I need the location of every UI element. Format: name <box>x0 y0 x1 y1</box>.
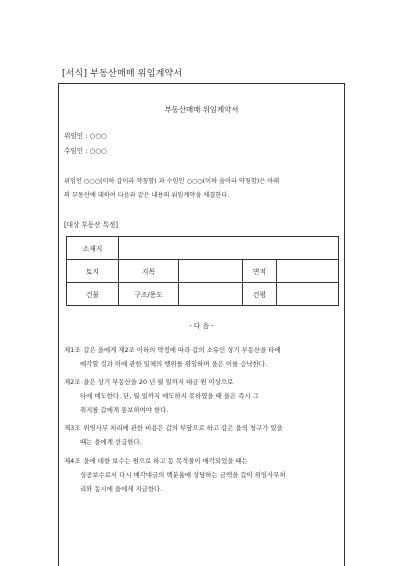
article-text: 매각할 것과 이에 관한 일체의 행위를 위임하며 을은 이를 승낙한다. <box>80 360 267 368</box>
article-text: 리와 동시에 을에게 지급한다. <box>80 485 163 493</box>
property-section-label: [대상 부동산 특정] <box>64 221 118 229</box>
article-text: 위임사무 처리에 관한 비용은 갑의 부담으로 하고 갑은 을의 청구가 있을 <box>83 424 283 432</box>
table-row <box>67 237 339 260</box>
article-number: 제1조 <box>64 346 81 354</box>
article-text: 때는 을에게 선급한다. <box>80 438 142 446</box>
building-floor-area-value <box>277 283 339 306</box>
table-row <box>67 260 339 283</box>
building-structure-label: 구조/용도 <box>119 283 179 306</box>
article-text: 취지를 갑에게 통보하여야 한다. <box>80 406 169 414</box>
intro-line-1: 위임인 ○○○(이하 갑이라 약칭함) 과 수임인 ○○○(이하 을이라 약칭함)은 아래 <box>64 178 280 185</box>
article-number: 제2조 <box>64 378 81 386</box>
article-text: 타에 매도한다. 단, 월 일까지 매도하지 못하였을 때 을은 즉시 그 <box>80 392 259 400</box>
article-text: 을에 대한 보수는 원으로 하고 동 목적물이 매각되었을 때는 <box>83 457 248 465</box>
location-value <box>119 237 339 260</box>
land-category-label: 지목 <box>119 260 179 283</box>
building-floor-area-label: 건평 <box>243 283 277 306</box>
land-area-label: 면적 <box>243 260 277 283</box>
article-number: 제3조 <box>64 424 81 432</box>
document-title: 부동산매매 위임계약서 <box>164 105 239 114</box>
contract-frame <box>58 83 345 566</box>
intro-line-2: 의 부동산에 대하여 다음과 같은 내용의 위임계약을 체결한다. <box>64 192 230 199</box>
article-number: 제4조 <box>64 457 81 465</box>
form-label: [서식] 부동산매매 위임계약서 <box>62 69 183 79</box>
terms-heading: - 다 음 - <box>189 322 214 330</box>
building-structure-value <box>179 283 243 306</box>
land-category-value <box>179 260 243 283</box>
article-1 <box>64 343 339 371</box>
building-label: 건물 <box>67 283 119 306</box>
table-row <box>67 283 339 306</box>
land-area-value <box>277 260 339 283</box>
article-4 <box>64 454 339 496</box>
article-text: 을은 상기 부동산을 20 년 월 일까지 대금 원 이상으로 <box>83 378 234 386</box>
article-text: 갑은 을에게 제2조 이하의 약정에 따라 갑의 소유인 상기 부동산을 타에 <box>83 346 281 354</box>
land-label: 토지 <box>67 260 119 283</box>
delegatee-line: 수임인 : ○○○ <box>64 147 107 155</box>
location-label: 소재지 <box>67 237 119 260</box>
property-table <box>66 236 339 306</box>
article-3 <box>64 421 339 449</box>
article-text: 성공보수로서 다시 매각대금의 백분율에 상당하는 금액을 갑이 위임사무처 <box>80 471 286 479</box>
delegator-line: 위임인 : ○○○ <box>64 132 107 140</box>
article-2 <box>64 375 339 417</box>
